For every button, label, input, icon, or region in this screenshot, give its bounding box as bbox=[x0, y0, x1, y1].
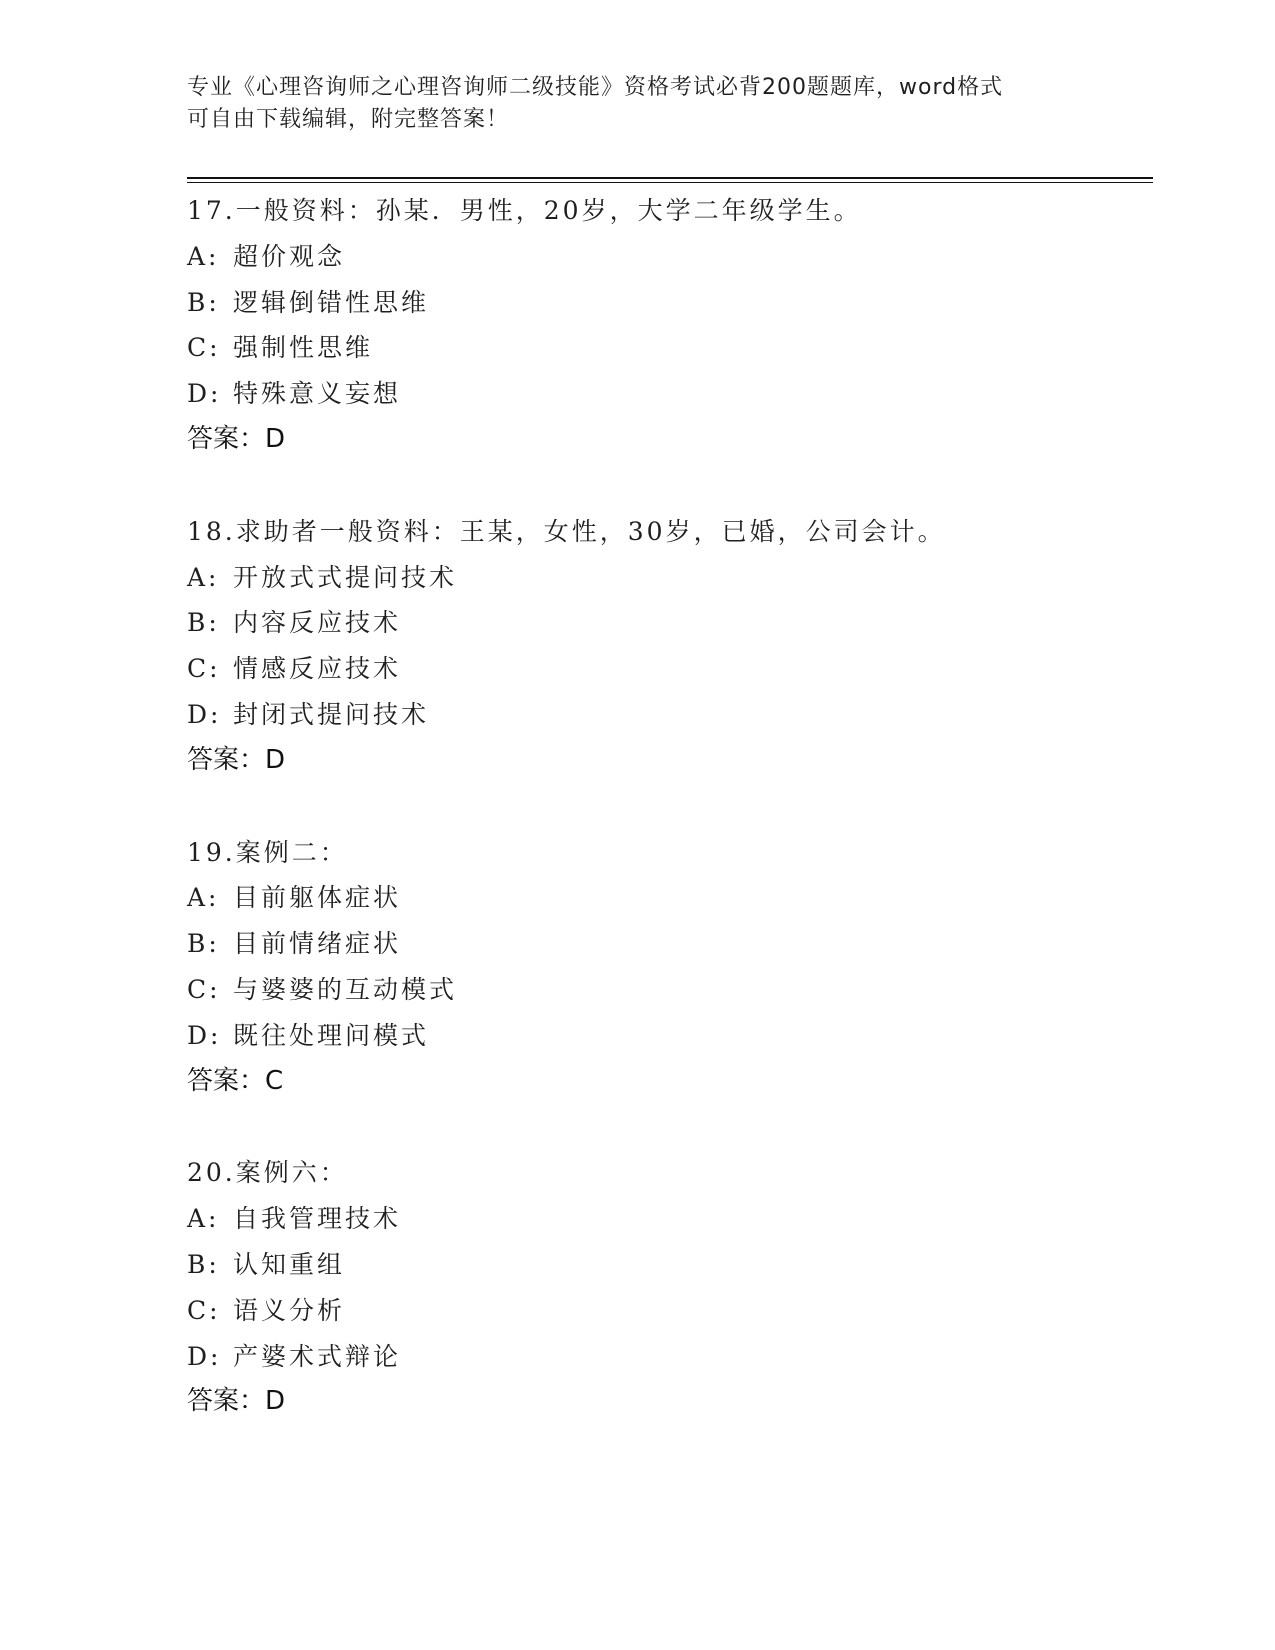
option-a bbox=[187, 875, 1153, 921]
option-c bbox=[187, 325, 1153, 371]
option-text: 内容反应技术 bbox=[233, 608, 402, 638]
option-text: 语义分析 bbox=[233, 1295, 346, 1325]
header-line-1: 专业《心理咨询师之心理咨询师二级技能》资格考试必背200题题库，word格式 bbox=[187, 75, 1004, 100]
option-text: 超价观念 bbox=[233, 241, 346, 271]
option-text: 自我管理技术 bbox=[233, 1204, 402, 1234]
option-b bbox=[187, 600, 1153, 646]
option-text: 开放式式提问技术 bbox=[233, 562, 458, 592]
question-20 bbox=[187, 1150, 1153, 1425]
option-b bbox=[187, 280, 1153, 326]
option-text: 产婆术式辩论 bbox=[233, 1341, 402, 1371]
answer-line: 答案：C bbox=[187, 1065, 284, 1096]
option-d bbox=[187, 1334, 1153, 1380]
option-key: D: bbox=[187, 1341, 222, 1371]
option-d bbox=[187, 1013, 1153, 1059]
option-c bbox=[187, 1288, 1153, 1334]
header-divider-thin bbox=[187, 182, 1153, 183]
answer-line: 答案：D bbox=[187, 423, 286, 454]
option-key: B: bbox=[187, 929, 220, 959]
option-d bbox=[187, 692, 1153, 738]
answer-line: 答案：D bbox=[187, 744, 286, 775]
option-text: 特殊意义妄想 bbox=[233, 379, 402, 409]
option-key: B: bbox=[187, 1249, 220, 1279]
option-key: A: bbox=[187, 241, 220, 271]
option-b bbox=[187, 1242, 1153, 1288]
answer-line: 答案：D bbox=[187, 1386, 286, 1417]
question-stem: 17.一般资料：孙某．男性，20岁，大学二年级学生。 bbox=[187, 196, 862, 225]
option-text: 情感反应技术 bbox=[233, 654, 402, 684]
option-key: C: bbox=[187, 974, 221, 1004]
option-key: A: bbox=[187, 883, 220, 913]
option-key: C: bbox=[187, 1295, 221, 1325]
option-key: D: bbox=[187, 1020, 222, 1050]
option-c bbox=[187, 967, 1153, 1013]
option-d bbox=[187, 371, 1153, 417]
option-text: 目前情绪症状 bbox=[233, 929, 402, 959]
option-a bbox=[187, 234, 1153, 280]
question-stem: 20.案例六： bbox=[187, 1158, 348, 1188]
option-text: 认知重组 bbox=[233, 1249, 346, 1279]
option-key: D: bbox=[187, 699, 222, 729]
question-stem: 18.求助者一般资料：王某，女性，30岁，已婚，公司会计。 bbox=[187, 516, 946, 546]
option-key: D: bbox=[187, 379, 222, 409]
header-divider-thick bbox=[187, 177, 1153, 179]
option-a bbox=[187, 555, 1153, 601]
option-text: 封闭式提问技术 bbox=[233, 699, 430, 729]
option-text: 强制性思维 bbox=[233, 333, 374, 363]
header-line-2: 可自由下载编辑，附完整答案！ bbox=[187, 107, 510, 132]
option-text: 逻辑倒错性思维 bbox=[233, 287, 430, 317]
option-key: B: bbox=[187, 287, 220, 317]
option-key: C: bbox=[187, 654, 221, 684]
option-key: A: bbox=[187, 562, 220, 592]
option-text: 与婆婆的互动模式 bbox=[233, 974, 458, 1004]
option-b bbox=[187, 921, 1153, 967]
question-stem: 19.案例二： bbox=[187, 837, 348, 867]
option-c bbox=[187, 646, 1153, 692]
option-key: B: bbox=[187, 608, 220, 638]
document-header bbox=[187, 72, 1067, 136]
question-19 bbox=[187, 830, 1153, 1105]
option-text: 目前躯体症状 bbox=[233, 883, 402, 913]
option-key: A: bbox=[187, 1204, 220, 1234]
option-text: 既往处理问模式 bbox=[233, 1020, 430, 1050]
question-list bbox=[187, 188, 1153, 1471]
option-key: C: bbox=[187, 333, 221, 363]
option-a bbox=[187, 1196, 1153, 1242]
question-17 bbox=[187, 188, 1153, 463]
question-18 bbox=[187, 509, 1153, 784]
